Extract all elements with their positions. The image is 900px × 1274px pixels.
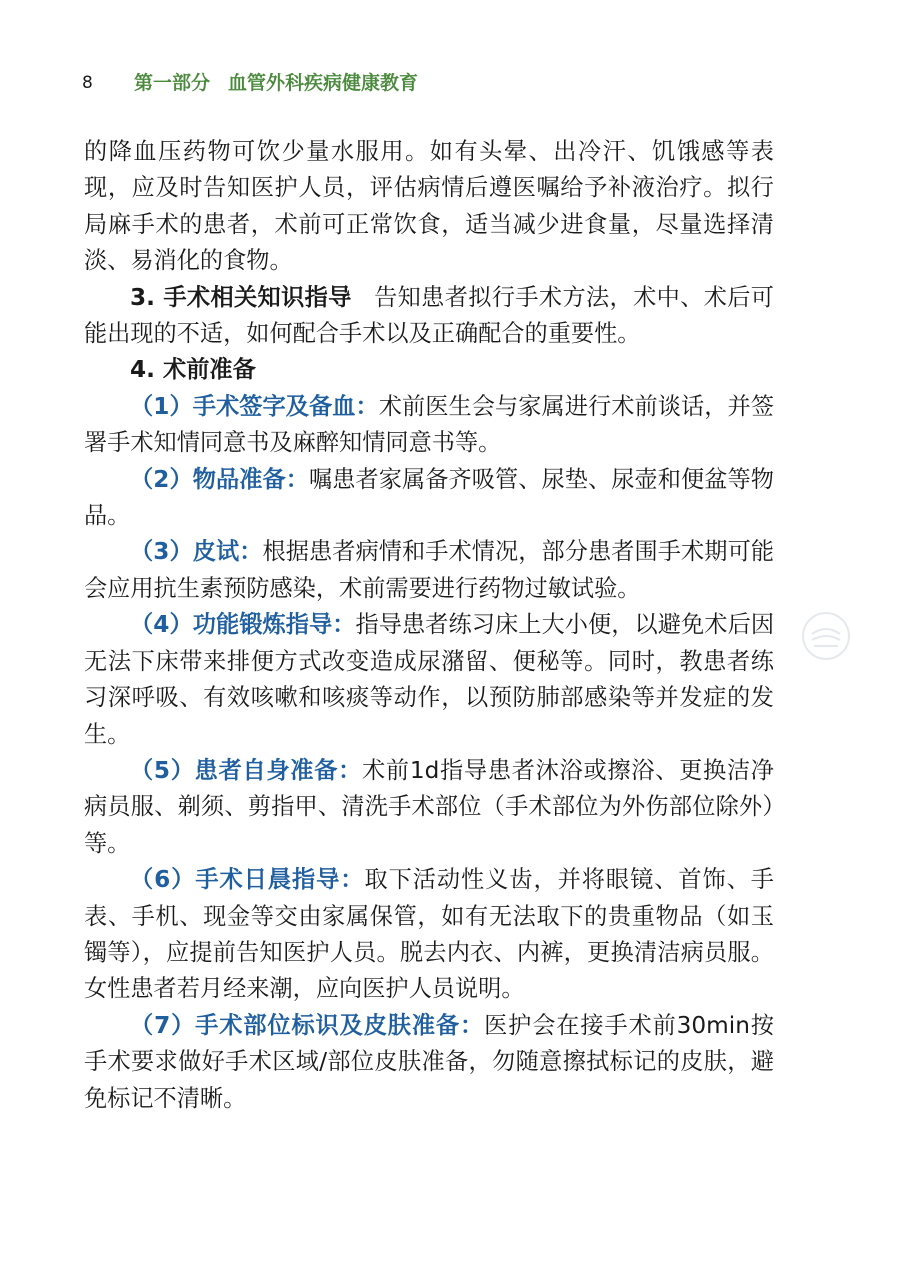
item-text: 根据患者病情和手术情况，部分患者围手术期可能会应用抗生素预防感染，术前需要进行药物过敏试验。 — [84, 538, 775, 602]
section-3-paragraph — [84, 280, 774, 353]
page-body — [84, 134, 774, 1117]
item-label: （2）物品准备： — [130, 465, 309, 493]
item-text: 医护会在接手术前30min按手术要求做好手术区域/部位皮肤准备，勿随意擦拭标记的皮肤，避免标记不清晰。 — [84, 1011, 774, 1112]
section-4-heading-line — [84, 352, 774, 388]
item-label: （6）手术日晨指导： — [130, 866, 365, 894]
item-label: （1）手术签字及备血： — [130, 392, 379, 420]
section-3-heading: 3. 手术相关知识指导 — [130, 283, 352, 311]
item-label: （4）功能锻炼指导： — [130, 611, 356, 639]
item-label: （7）手术部位标识及皮肤准备： — [130, 1011, 485, 1039]
part-label: 第一部分 — [134, 72, 211, 94]
running-header — [82, 70, 418, 96]
list-item — [84, 753, 774, 862]
watermark-seal-icon — [800, 610, 852, 662]
item-text: 术前医生会与家属进行术前谈话，并签署手术知情同意书及麻醉知情同意书等。 — [84, 392, 775, 457]
list-item — [84, 607, 774, 753]
running-title — [134, 70, 418, 96]
item-text: 术前1d指导患者沐浴或擦浴、更换洁净病员服、剃须、剪指甲、清洗手术部位（手术部位为外伤部位除外）等。 — [84, 756, 774, 857]
item-text: 嘱患者家属备齐吸管、尿垫、尿壶和便盆等物品。 — [84, 465, 774, 530]
list-item — [84, 862, 774, 1008]
chapter-title: 血管外科疾病健康教育 — [228, 72, 419, 94]
section-3-text: 告知患者拟行手术方法，术中、术后可能出现的不适，如何配合手术以及正确配合的重要性。 — [84, 283, 774, 348]
item-label: （3）皮试： — [130, 538, 263, 566]
list-item — [84, 462, 774, 535]
list-item — [84, 1008, 774, 1117]
page-number: 8 — [82, 73, 93, 93]
item-text: 取下活动性义齿，并将眼镜、首饰、手表、手机、现金等交由家属保管，如有无法取下的贵重物品（如玉镯等），应提前告知医护人员。脱去内衣、内裤，更换清洁病员服。女性患者若月经来潮，应向医护人员说明。 — [84, 866, 774, 1003]
item-label: （5）患者自身准备： — [130, 756, 363, 784]
list-item — [84, 534, 774, 607]
paragraph-diet: 的降血压药物可饮少量水服用。如有头晕、出冷汗、饥饿感等表现，应及时告知医护人员，评估病情后遵医嘱给予补液治疗。拟行局麻手术的患者，术前可正常饮食，适当减少进食量，尽量选择清淡、易消化的食物。 — [84, 138, 774, 275]
list-item — [84, 389, 774, 462]
item-text: 指导患者练习床上大小便，以避免术后因无法下床带来排便方式改变造成尿潴留、便秘等。同时，教患者练习深呼吸、有效咳嗽和咳痰等动作，以预防肺部感染等并发症的发生。 — [84, 611, 775, 748]
section-4-heading: 4. 术前准备 — [130, 356, 256, 384]
